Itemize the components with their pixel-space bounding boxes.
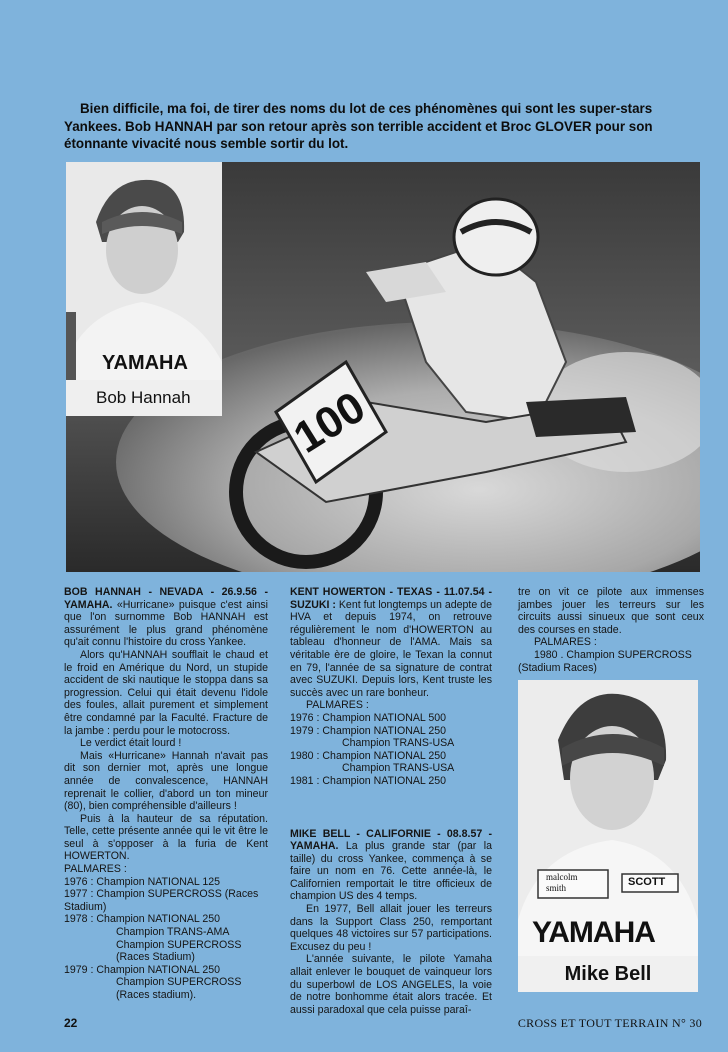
mike-bell-paragraph-2: En 1977, Bell allait jouer les terreurs dans la Support Class 250, remportant quelques 48 victoires sur 57 participations. Excusez du peu ! (290, 903, 492, 953)
bob-hannah-paragraph-5: Puis à la hauteur de sa réputation. Telle, cette présente année qui le vit être le seul à s'opposer à la furia de Kent HOWERTON. (64, 812, 268, 863)
mike-bell-palmares-list (518, 649, 704, 674)
palmares-item: 1979 : Champion NATIONAL 250 (290, 724, 447, 737)
bob-hannah-paragraph-3: Le verdict était lourd ! (80, 737, 182, 750)
column-mike-bell-continued (518, 586, 704, 674)
kent-howerton-paragraph-1 (290, 586, 492, 699)
intro-paragraph: Bien difficile, ma foi, de tirer des noms du lot de ces phénomènes qui sont les super-stars Yankees. Bob HANNAH par son retour après son terrible accident et Broc GLOVER pour son étonnante vivacité nous semble sortir du lot. (64, 101, 653, 151)
bob-hannah-paragraph-4: Mais «Hurricane» Hannah n'avait pas dit son dernier mot, après une longue année de convalescence, HANNAH reprenait le collier, d'abord un ton mineur (80), bien compréhensible d'ailleurs ! (64, 749, 268, 813)
scott-patch: SCOTT (628, 876, 666, 888)
palmares-item: 1977 : Champion SUPERCROSS (Races Stadium) (64, 888, 259, 913)
kent-howerton-text-1: Kent fut longtemps un adepte de HVA et depuis 1974, on retrouve régulièrement le nom d'HOWERTON au tableau d'honneur de l'AMA. Mais sa véritable ère de gloire, le Texan la connut en 79, l'année de sa signature de contrat avec SUZUKI. Depuis lors, Kent truste les succès avec un rare bonheur. (290, 598, 492, 699)
palmares-item: Champion TRANS-USA (342, 737, 455, 750)
column-kent-howerton (290, 586, 492, 1016)
palmares-item: Champion TRANS-AMA (116, 926, 230, 939)
palmares-item: Champion SUPERCROSS (Races stadium). (116, 976, 242, 1001)
mike-bell-text-1: La plus grande star (par la taille) du cross Yankee, commença à se faire un nom en 76. Cette année-là, le Californien remportait le titre officieux de champion US des 4 temps. (290, 840, 492, 903)
kent-howerton-palmares-label: PALMARES : (306, 699, 369, 712)
palmares-item: 1980 : Champion NATIONAL 250 (290, 749, 447, 762)
bob-hannah-portrait-illustration (66, 162, 222, 416)
palmares-item: 1976 : Champion NATIONAL 500 (290, 711, 447, 724)
palmares-item: Champion SUPERCROSS (Races Stadium) (116, 938, 242, 964)
bob-shirt-logo: YAMAHA (102, 352, 188, 374)
malcolm-smith-patch (546, 872, 578, 894)
palmares-item: 1979 : Champion NATIONAL 250 (64, 963, 221, 976)
bob-hannah-portrait (66, 162, 222, 416)
bob-hannah-palmares-label: PALMARES : (64, 863, 127, 876)
kent-howerton-palmares-list (290, 712, 492, 788)
mike-bell-palmares-label: PALMARES : (534, 636, 597, 649)
palmares-item: 1978 : Champion NATIONAL 250 (64, 913, 221, 926)
palmares-item: 1980 . Champion SUPERCROSS (Stadium Races) (518, 648, 692, 674)
mike-bell-heading: MIKE BELL - CALIFORNIE - 08.8.57 - YAMAHA. (290, 827, 492, 853)
bob-hannah-palmares-list (64, 876, 268, 1002)
palmares-item: 1976 : Champion NATIONAL 125 (64, 875, 221, 888)
bob-hannah-text-1: «Hurricane» puisque c'est ainsi que l'on surnomme Bob HANNAH est assurément le plus grand phénomène qu'ait connu l'histoire du cross Yankee. (64, 598, 268, 649)
patch-line: malcolm (546, 872, 578, 882)
magazine-footer: CROSS ET TOUT TERRAIN N° 30 (517, 1016, 702, 1030)
bob-hannah-paragraph-1 (64, 586, 268, 649)
patch-line: smith (546, 883, 567, 893)
bob-hannah-heading: BOB HANNAH - NEVADA - 26.9.56 - YAMAHA. (64, 586, 268, 611)
mike-bell-paragraph-4: tre on vit ce pilote aux immenses jambes jouer les terreurs sur les circuits aussi sinueux que sont ceux des courses en stade. (518, 586, 704, 636)
mike-shirt-logo: YAMAHA (532, 916, 655, 949)
palmares-item: 1981 : Champion NATIONAL 250 (290, 774, 447, 787)
bob-hannah-caption: Bob Hannah (66, 380, 222, 416)
column-bob-hannah (64, 586, 268, 1002)
page-number: 22 (64, 1016, 78, 1030)
kent-howerton-heading: KENT HOWERTON - TEXAS - 11.07.54 - SUZUKI : (290, 586, 492, 611)
mike-bell-caption: Mike Bell (518, 956, 698, 992)
palmares-item: Champion TRANS-USA (342, 762, 455, 775)
mike-bell-paragraph-3: L'année suivante, le pilote Yamaha allait enlever le bouquet de vainqueur lors du superbowl de LOS ANGELES, la voie de notre bonhomme était alors tracée. Et aussi paradoxal que cela puisse paraî- (290, 953, 492, 1016)
mike-bell-paragraph-1 (290, 828, 492, 904)
mike-bell-portrait (518, 680, 698, 992)
bike-number: 100 (285, 382, 374, 463)
bob-hannah-paragraph-2: Alors qu'HANNAH soufflait le chaud et le froid en Amérique du Nord, un stupide accident de ski nautique le stoppa dans sa progression. Celui qui était devenu l'idole des foules, allait purement et simplement être condamné par la Faculté. Fracture de la jambe : perdu pour le motocross. (64, 648, 268, 737)
